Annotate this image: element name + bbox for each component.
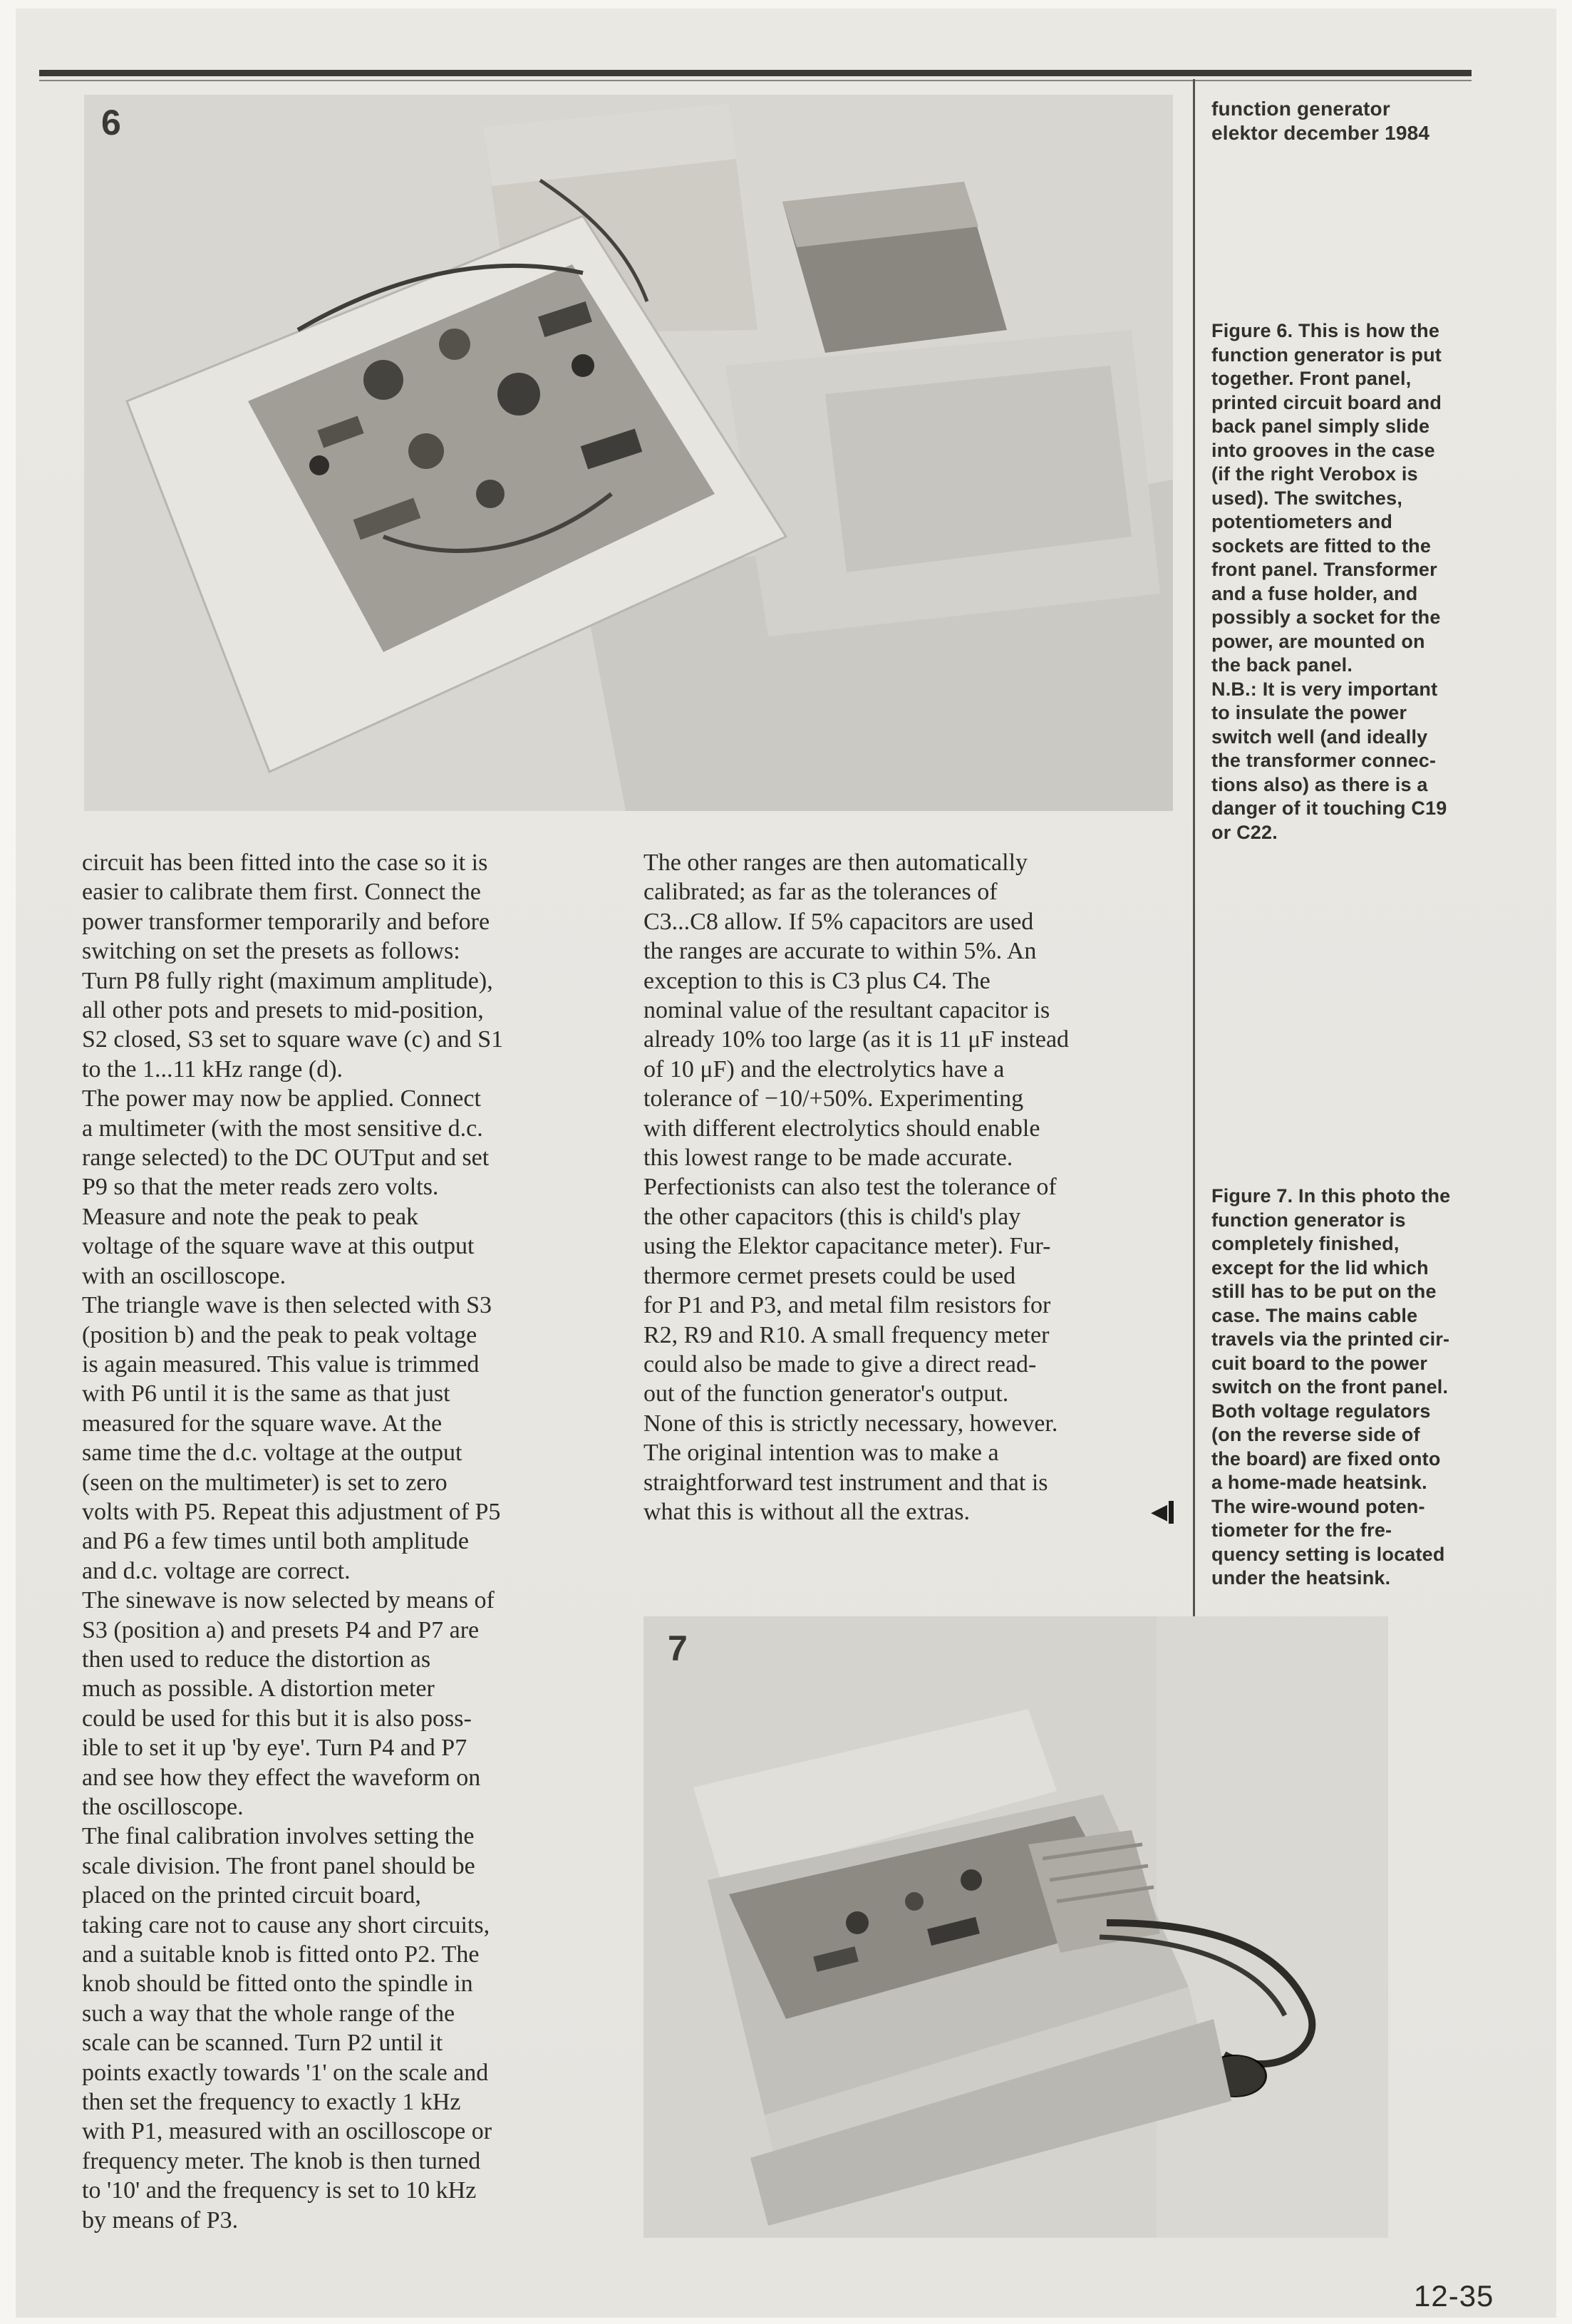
- text-line: Perfectionists can also test the tolerance of: [643, 1174, 1057, 1201]
- text-line: Figure 6. This is how the: [1211, 320, 1440, 341]
- top-rule-thick: [39, 70, 1472, 76]
- text-line: such a way that the whole range of the: [82, 2000, 455, 2027]
- figure6-photo: [84, 95, 1173, 811]
- text-line: Turn P8 fully right (maximum amplitude),: [82, 967, 493, 994]
- text-line: function generator is: [1211, 1209, 1406, 1231]
- header-issue: elektor december 1984: [1211, 122, 1430, 144]
- text-line: S2 closed, S3 set to square wave (c) and S1: [82, 1026, 504, 1053]
- text-line: all other pots and presets to mid-position,: [82, 997, 484, 1024]
- body-left-column: [82, 848, 656, 2235]
- text-line: with different electrolytics should enable: [643, 1115, 1040, 1142]
- figure7-label: 7: [668, 1628, 688, 1668]
- text-line: a home-made heatsink.: [1211, 1472, 1427, 1493]
- text-line: potentiometers and: [1211, 511, 1393, 532]
- text-line: N.B.: It is very important: [1211, 678, 1438, 700]
- text-line: under the heatsink.: [1211, 1567, 1391, 1589]
- text-line: The original intention was to make a: [643, 1440, 999, 1467]
- text-line: exception to this is C3 plus C4. The: [643, 967, 991, 994]
- text-line: easier to calibrate them first. Connect the: [82, 879, 481, 906]
- text-line: using the Elektor capacitance meter). Fur-: [643, 1233, 1051, 1260]
- text-line: placed on the printed circuit board,: [82, 1882, 421, 1909]
- text-line: the oscilloscope.: [82, 1794, 244, 1820]
- text-line: could also be made to give a direct read-: [643, 1350, 1037, 1378]
- text-line: travels via the printed cir-: [1211, 1328, 1450, 1350]
- page-header: [1211, 97, 1518, 145]
- text-line: Both voltage regulators: [1211, 1400, 1431, 1422]
- text-line: and P6 a few times until both amplitude: [82, 1528, 469, 1555]
- text-line: range selected) to the DC OUTput and set: [82, 1145, 490, 1172]
- text-line: or C22.: [1211, 821, 1278, 843]
- text-line: the ranges are accurate to within 5%. An: [643, 938, 1037, 965]
- text-line: and d.c. voltage are correct.: [82, 1557, 351, 1584]
- text-line: switching on set the presets as follows:: [82, 938, 460, 965]
- body-right-column: [643, 848, 1206, 1527]
- text-line: case. The mains cable: [1211, 1304, 1418, 1326]
- text-line: same time the d.c. voltage at the output: [82, 1440, 462, 1467]
- text-line: Measure and note the peak to peak: [82, 1203, 419, 1230]
- top-rule-thin: [39, 80, 1472, 81]
- text-line: front panel. Transformer: [1211, 559, 1437, 580]
- text-line: the board) are fixed onto: [1211, 1447, 1441, 1470]
- text-line: The final calibration involves setting the: [82, 1823, 475, 1850]
- text-line: tolerance of −10/+50%. Experimenting: [643, 1085, 1024, 1112]
- text-line: knob should be fitted onto the spindle in: [82, 1971, 473, 1998]
- text-line: with P6 until it is the same as that just: [82, 1380, 450, 1408]
- text-line: voltage of the square wave at this output: [82, 1233, 475, 1260]
- text-line: function generator is put: [1211, 344, 1442, 366]
- text-line: points exactly towards '1' on the scale and: [82, 2059, 489, 2086]
- text-line: this lowest range to be made accurate.: [643, 1145, 1013, 1172]
- text-line: out of the function generator's output.: [643, 1380, 1009, 1408]
- text-line: the back panel.: [1211, 654, 1353, 676]
- text-line: already 10% too large (as it is 11 μF instead: [643, 1026, 1070, 1053]
- text-line: switch on the front panel.: [1211, 1376, 1449, 1398]
- text-line: volts with P5. Repeat this adjustment of P5: [82, 1498, 501, 1525]
- text-line: S3 (position a) and presets P4 and P7 are: [82, 1616, 480, 1643]
- figure7-photo-image: [643, 1616, 1388, 2238]
- text-line: Figure 7. In this photo the: [1211, 1185, 1451, 1207]
- text-line: of 10 μF) and the electrolytics have a: [643, 1055, 1005, 1083]
- text-line: measured for the square wave. At the: [82, 1410, 443, 1437]
- text-line: (position b) and the peak to peak voltage: [82, 1321, 477, 1348]
- text-line: tiometer for the fre-: [1211, 1519, 1392, 1541]
- text-line: a multimeter (with the most sensitive d.c.: [82, 1115, 483, 1142]
- text-line: quency setting is located: [1211, 1543, 1445, 1565]
- page-paper: [16, 9, 1556, 2318]
- text-line: switch well (and ideally: [1211, 725, 1428, 748]
- text-line: with P1, measured with an oscilloscope or: [82, 2118, 492, 2145]
- text-line: back panel simply slide: [1211, 415, 1430, 437]
- text-line: (if the right Verobox is: [1211, 463, 1418, 485]
- text-line: for P1 and P3, and metal film resistors for: [643, 1292, 1051, 1319]
- text-line: The triangle wave is then selected with S3: [82, 1292, 492, 1319]
- text-line: danger of it touching C19: [1211, 797, 1447, 819]
- text-line: and a suitable knob is fitted onto P2. The: [82, 1941, 480, 1968]
- text-line: to insulate the power: [1211, 702, 1407, 723]
- end-of-article-marker: ◀: [1151, 1501, 1174, 1524]
- text-line: used). The switches,: [1211, 487, 1403, 509]
- figure6-photo-image: [84, 95, 1173, 811]
- text-line: The sinewave is now selected by means of: [82, 1587, 495, 1614]
- text-line: to '10' and the frequency is set to 10 kHz: [82, 2177, 477, 2204]
- text-line: is again measured. This value is trimmed: [82, 1350, 480, 1378]
- text-line: C3...C8 allow. If 5% capacitors are used: [643, 908, 1034, 935]
- text-line: The power may now be applied. Connect: [82, 1085, 481, 1112]
- text-line: frequency meter. The knob is then turned: [82, 2147, 481, 2174]
- text-line: with an oscilloscope.: [82, 1262, 286, 1289]
- header-title: function generator: [1211, 98, 1390, 120]
- text-line: except for the lid which: [1211, 1256, 1429, 1279]
- text-line: then set the frequency to exactly 1 kHz: [82, 2089, 461, 2116]
- text-line: completely finished,: [1211, 1233, 1400, 1254]
- text-line: The other ranges are then automatically: [643, 849, 1028, 876]
- text-line: (on the reverse side of: [1211, 1424, 1420, 1445]
- text-line: cuit board to the power: [1211, 1352, 1428, 1374]
- text-line: possibly a socket for the: [1211, 606, 1441, 628]
- text-line: into grooves in the case: [1211, 439, 1435, 461]
- text-line: calibrated; as far as the tolerances of: [643, 879, 998, 906]
- text-line: the other capacitors (this is child's play: [643, 1203, 1021, 1230]
- text-line: tions also) as there is a: [1211, 773, 1428, 795]
- text-line: straightforward test instrument and that is: [643, 1469, 1048, 1496]
- text-line: by means of P3.: [82, 2206, 239, 2233]
- text-line: power, are mounted on: [1211, 630, 1425, 652]
- text-line: still has to be put on the: [1211, 1281, 1437, 1302]
- figure7-caption: [1211, 1184, 1518, 1591]
- text-line: what this is without all the extras.: [643, 1498, 970, 1525]
- text-line: sockets are fitted to the: [1211, 534, 1432, 557]
- figure7-photo: [643, 1616, 1388, 2238]
- text-line: The wire-wound poten-: [1211, 1495, 1425, 1517]
- text-line: and a fuse holder, and: [1211, 582, 1418, 604]
- text-line: ible to set it up 'by eye'. Turn P4 and P7: [82, 1735, 467, 1762]
- text-line: and see how they effect the waveform on: [82, 1764, 481, 1791]
- text-line: to the 1...11 kHz range (d).: [82, 1055, 343, 1083]
- text-line: could be used for this but it is also poss-: [82, 1705, 472, 1732]
- text-line: None of this is strictly necessary, however.: [643, 1410, 1058, 1437]
- text-line: together. Front panel,: [1211, 368, 1412, 389]
- text-line: nominal value of the resultant capacitor is: [643, 997, 1050, 1024]
- text-line: the transformer connec-: [1211, 750, 1437, 771]
- text-line: much as possible. A distortion meter: [82, 1675, 435, 1703]
- figure6-caption: [1211, 319, 1518, 845]
- text-line: printed circuit board and: [1211, 391, 1442, 413]
- text-line: P9 so that the meter reads zero volts.: [82, 1174, 439, 1201]
- text-line: then used to reduce the distortion as: [82, 1646, 431, 1673]
- text-line: (seen on the multimeter) is set to zero: [82, 1469, 448, 1496]
- text-line: scale division. The front panel should be: [82, 1852, 475, 1879]
- text-line: power transformer temporarily and before: [82, 908, 490, 935]
- text-line: circuit has been fitted into the case so it is: [82, 849, 488, 876]
- figure6-label: 6: [101, 103, 121, 143]
- text-line: taking care not to cause any short circuits,: [82, 1911, 490, 1938]
- page-number: 12-35: [1414, 2279, 1494, 2313]
- text-line: thermore cermet presets could be used: [643, 1262, 1016, 1289]
- text-line: scale can be scanned. Turn P2 until it: [82, 2030, 443, 2057]
- text-line: R2, R9 and R10. A small frequency meter: [643, 1321, 1050, 1348]
